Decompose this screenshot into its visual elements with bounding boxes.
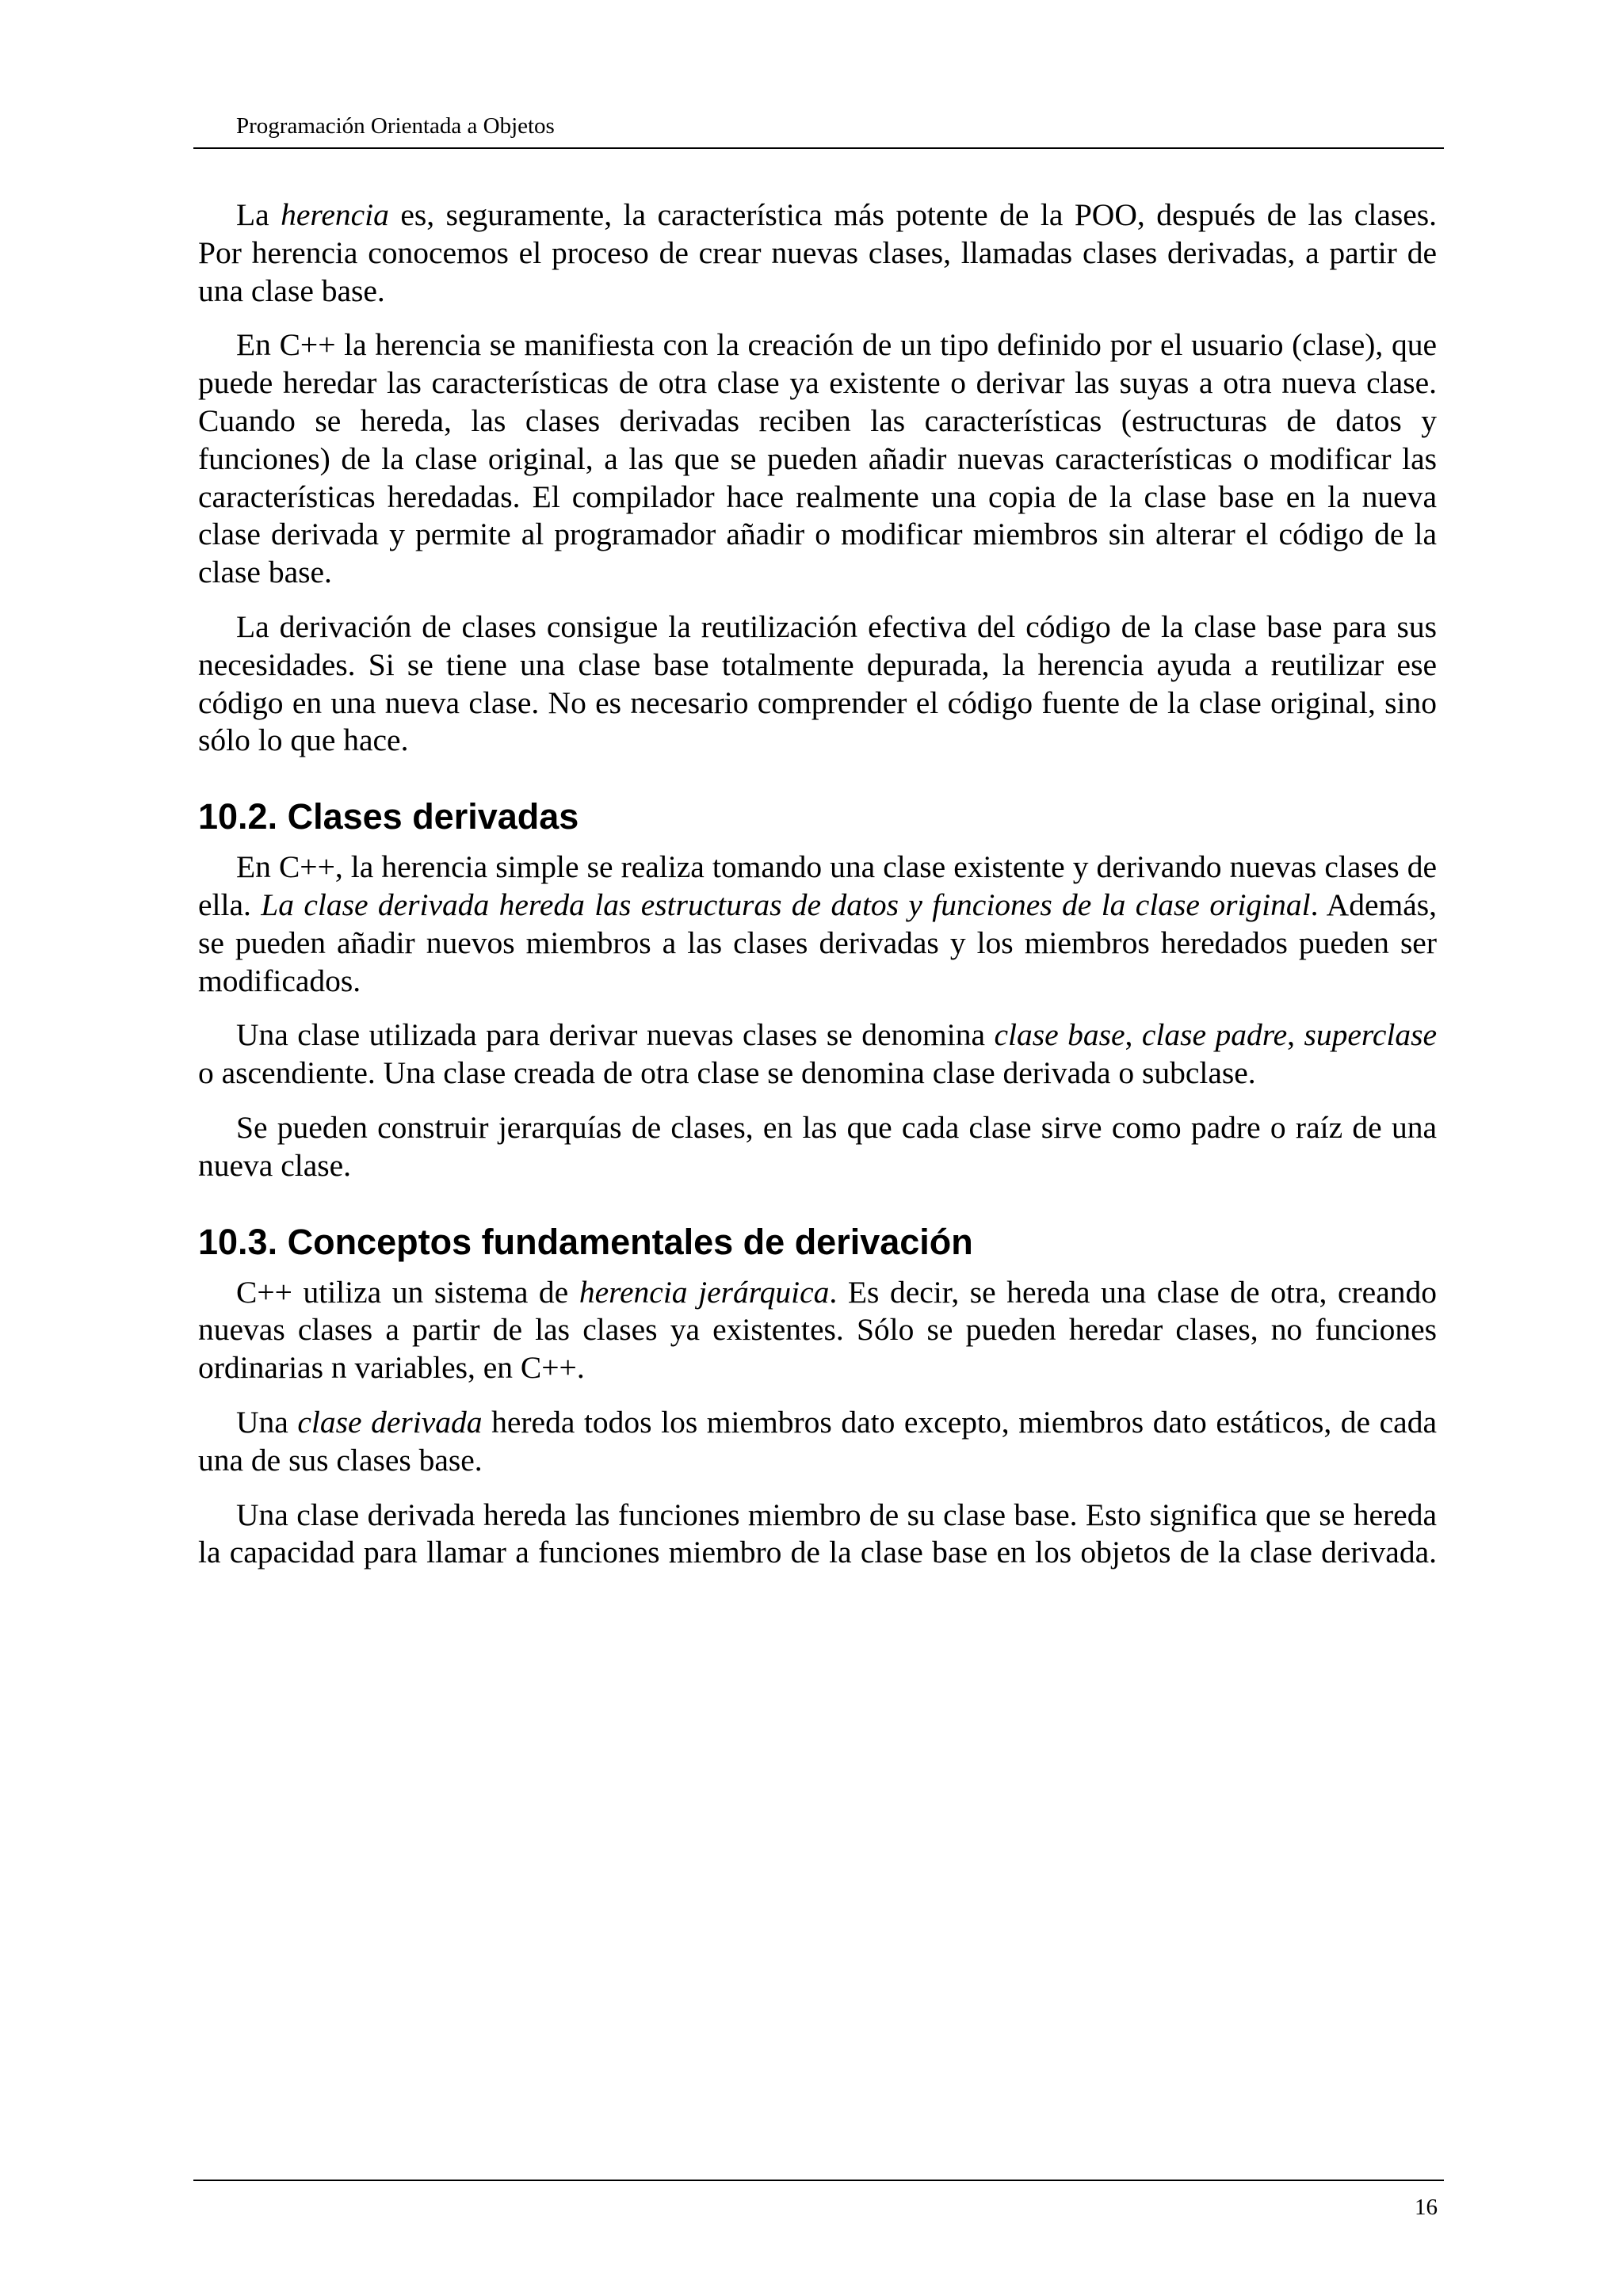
emphasis-definition: La clase derivada hereda las estructuras de datos y funciones de la clase original [261,887,1311,922]
section-10-3-paragraph-1 [198,1274,1437,1387]
running-header-title: Programación Orientada a Objetos [236,113,555,139]
intro-paragraph-3: La derivación de clases consigue la reutilización efectiva del código de la clase base para sus necesidades. Si se tiene una clase base totalmente depurada, la herencia ayuda a reutilizar ese código en una nueva clase. No es necesario comprender el código fuente de la clase original, sino sólo lo que hace. [198,608,1437,758]
page-header [193,111,1444,149]
text-run: , [1125,1017,1142,1053]
text-run: C++ utiliza un sistema de [236,1274,579,1310]
text-run: . Además, se pueden añadir nuevos miembros a las clases derivadas y los miembros heredados pueden ser modificados. [198,887,1437,998]
section-10-3-paragraph-2 [198,1404,1437,1480]
intro-paragraph-2: En C++ la herencia se manifiesta con la creación de un tipo definido por el usuario (clase), que puede heredar las características de otra clase ya existente o derivar las suyas a otra nueva clase. Cuando se hereda, las clases derivadas reciben las características (estructuras de datos y funciones) de la clase original, a las que se pueden añadir nuevas características o modificar las características heredadas. El compilador hace realmente una copia de la clase base en la nueva clase derivada y permite al programador añadir o modificar miembros sin alterar el código de la clase base. [198,327,1437,590]
emphasis-clase-base: clase base [994,1017,1125,1053]
section-10-2-paragraph-1 [198,849,1437,1000]
emphasis-superclase: superclase [1304,1017,1437,1053]
section-10-2-paragraph-2 [198,1016,1437,1093]
text-run: . Es decir, se hereda una clase de otra, creando nuevas clases a partir de las clases ya existentes. Sólo se pueden heredar clases, no funciones ordinarias n variables, en C++. [198,1274,1437,1386]
text-run: hereda todos los miembros dato excepto, miembros dato estáticos, de cada una de sus clases base. [198,1404,1437,1478]
text-run: La [236,197,281,232]
page-number: 16 [1415,2195,1438,2220]
text-run: En C++, la herencia simple se realiza tomando una clase existente y derivando nuevas clases de ella. [198,849,1437,922]
section-10-3-paragraph-3: Una clase derivada hereda las funciones miembro de su clase base. Esto significa que se hereda la capacidad para llamar a funciones miembro de la clase base en los objetos de la clase derivada. [198,1497,1437,1570]
emphasis-clase-derivada: clase derivada [297,1404,483,1440]
text-run: Una clase utilizada para derivar nuevas clases se denomina [236,1017,995,1053]
text-run: o ascendiente. Una clase creada de otra clase se denomina clase derivada o subclase. [198,1055,1256,1091]
text-run: es, seguramente, la característica más potente de la POO, después de las clases. Por herencia conocemos el proceso de crear nuevas clases, llamadas clases derivadas, a partir de una clase base. [198,197,1437,308]
emphasis-clase-padre: clase padre [1141,1017,1288,1053]
page-content [198,196,1437,1589]
text-run: , [1287,1017,1304,1053]
section-10-2-paragraph-3: Se pueden construir jerarquías de clases, en las que cada clase sirve como padre o raíz de una nueva clase. [198,1109,1437,1183]
section-heading-clases-derivadas: 10.2. Clases derivadas [198,796,579,837]
emphasis-herencia-jerarquica: herencia jerárquica [579,1274,830,1310]
page-footer [193,2180,1444,2220]
text-run: Una [236,1404,298,1440]
intro-paragraph-1 [198,196,1437,310]
emphasis-herencia: herencia [281,197,389,232]
section-heading-conceptos-fundamentales: 10.3. Conceptos fundamentales de derivación [198,1221,973,1262]
